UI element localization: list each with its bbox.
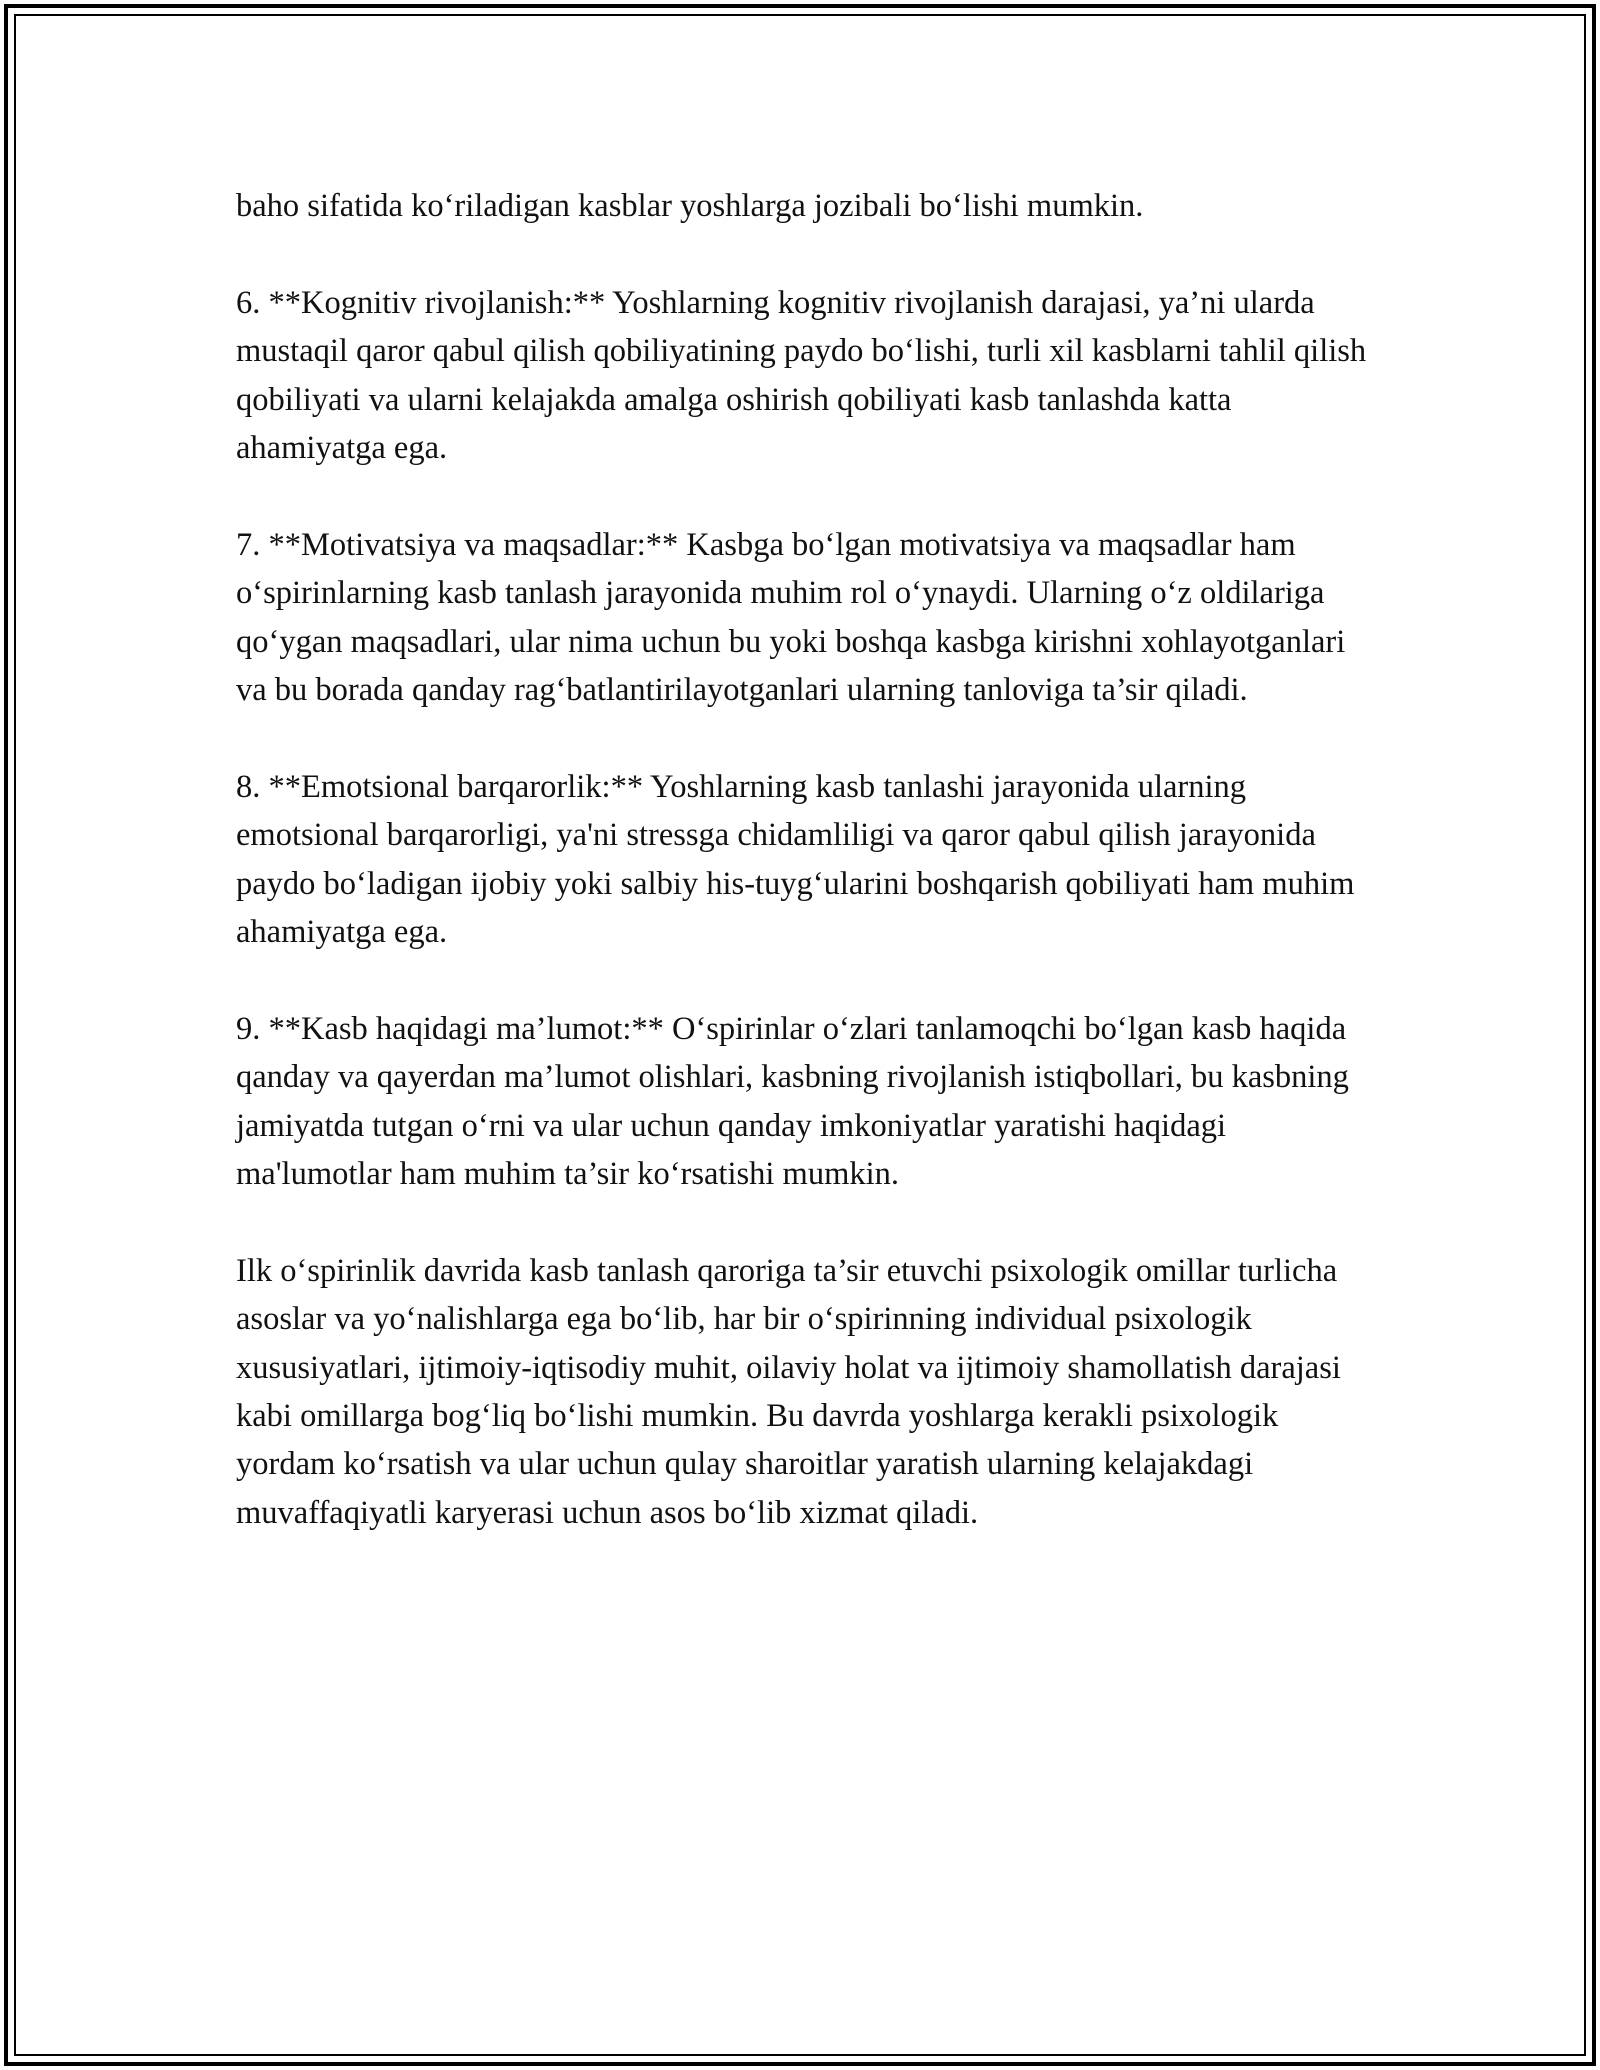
paragraph-cognitive-development: 6. **Kognitiv rivojlanish:** Yoshlarning kognitiv rivojlanish darajasi, ya’ni ularda mustaqil qaror qabul qilish qobiliyatining paydo bo‘lishi, turli xil kasblarni tahlil qilish qobiliyati va ularni kelajakda amalga oshirish qobiliyati kasb tanlashda katta ahamiyatga ega. xyxy=(236,284,1367,467)
paragraph-continuation: baho sifatida ko‘riladigan kasblar yoshlarga jozibali bo‘lishi mumkin. xyxy=(236,188,1144,224)
paragraph-emotional-stability: 8. **Emotsional barqarorlik:** Yoshlarning kasb tanlashi jarayonida ularning emotsional barqarorligi, ya'ni stressga chidamliligi va qaror qabul qilish jarayonida paydo bo‘ladigan ijobiy yoki salbiy his-tuyg‘ularini boshqarish qobiliyati ham muhim ahamiyatga ega. xyxy=(236,768,1355,951)
paragraph-motivation-goals: 7. **Motivatsiya va maqsadlar:** Kasbga bo‘lgan motivatsiya va maqsadlar ham o‘spirinlarning kasb tanlash jarayonida muhim rol o‘ynaydi. Ularning o‘z oldilariga qo‘ygan maqsadlari, ular nima uchun bu yoki boshqa kasbga kirishni xohlayotganlari va bu borada qanday rag‘batlantirilayotganlari ularning tanloviga ta’sir qiladi. xyxy=(236,526,1346,709)
paragraph-career-information: 9. **Kasb haqidagi ma’lumot:** O‘spirinlar o‘zlari tanlamoqchi bo‘lgan kasb haqida qanday va qayerdan ma’lumot olishlari, kasbning rivojlanish istiqbollari, bu kasbning jamiyatda tutgan o‘rni va ular uchun qanday imkoniyatlar yaratishi haqidagi ma'lumotlar ham muhim ta’sir ko‘rsatishi mumkin. xyxy=(236,1010,1349,1193)
paragraph-conclusion: Ilk o‘spirinlik davrida kasb tanlash qaroriga ta’sir etuvchi psixologik omillar turlicha asoslar va yo‘nalishlarga ega bo‘lib, har bir o‘spirinning individual psixologik xususiyatlari, ijtimoiy-iqtisodiy muhit, oilaviy holat va ijtimoiy shamollatish darajasi kabi omillarga bog‘liq bo‘lishi mumkin. Bu davrda yoshlarga kerakli psixologik yordam ko‘rsatish va ular uchun qulay sharoitlar yaratish ularning kelajakdagi muvaffaqiyatli karyerasi uchun asos bo‘lib xizmat qiladi. xyxy=(236,1252,1341,1531)
document-body xyxy=(236,182,1376,1586)
